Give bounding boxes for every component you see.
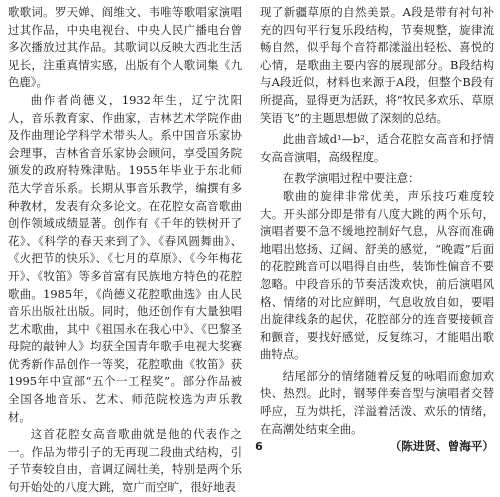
range-paragraph: 此曲音域d¹—b²，适合花腔女高音和抒情女高音演唱，高级程度。 [260,132,494,164]
work-analysis-paragraph: 这首花腔女高音歌曲就是他的代表作之一。作品为带引子的无再现二段曲式结构，引子节奏较自由，音调辽阔壮美，特别是两个乐句开始处的八度大跳，宽广而空旷，很好地表 [8,427,242,495]
left-column [8,4,242,497]
author-signature: （陈进贤、曾海平） [389,439,494,454]
teaching-notes-paragraph: 歌曲的旋律非常优美，声乐技巧难度较大。开头部分即是带有八度大跳的两个乐句，演唱者要不急不缓地控制好气息，从容而准确地唱出悠扬、辽阔、舒美的感觉，“晚霞”后面的花腔跳音可以唱得自由些，装饰性偏音不要忽略。中段音乐的节奏活泼欢快，前后演唱风格、情绪的对比应鲜明，气息收放自如，要唱出旋律线条的起伏，花腔部分的连音要接顿音和颤音，要找好感觉，反复练习，才能唱出歌曲特点。 [260,188,494,362]
structure-paragraph: 现了新疆草原的自然美景。A段是带有衬句补充的四句平行复乐段结构，节奏规整，旋律流畅自然，似乎每个音符都漾溢出轻松、喜悦的心情，是歌曲主要内容的展现部分。B段结构与A段近似，材料也来源于A段，但整个B段有所提高，显得更为活跃，将“牧民多欢乐、草原笑语飞”的主题思想做了深刻的总结。 [260,5,494,125]
page-number: 6 [255,440,263,453]
teaching-intro-paragraph: 在教学演唱过程中要注意： [282,171,420,186]
ending-paragraph: 结尾部分的情绪随着反复的咏唱而愈加欢快、热烈。此时，钢琴伴奏音型与演唱者交替呼应，互为烘托，洋溢着活泼、欢乐的情绪，在高潮处结束全曲。 [260,368,494,436]
lyricist-bio-paragraph: 歌歌词。罗天婵、阎维文、韦唯等歌唱家演唱过其作品，中央电视台、中央人民广播电台曾多次播放过其作品。其歌词以反映大西北生活见长，注重真情实感，出版有个人歌词集《九色鹿》。 [8,5,242,90]
composer-bio-paragraph: 曲作者尚德义，1932年生，辽宁沈阳人，音乐教育家、作曲家，吉林艺术学院作曲及作曲理论学科学术带头人。系中国音乐家协会理事，吉林省音乐家协会顾问，享受国务院颁发的政府特殊津贴。1955年毕业于东北师范大学音乐系。长期从事音乐教学，编撰有多种教材，发表有众多论文。在花腔女高音歌曲创作领域成绩显著。创作有《千年的铁树开了花》、《科学的春天来到了》、《春风圆舞曲》、《火把节的快乐》、《七月的草原》、《今年梅花开》、《牧笛》等多首富有民族地方特色的花腔歌曲。1985年，《尚德义花腔歌曲选》由人民音乐出版社出版。同时，他还创作有大量独唱艺术歌曲，其中《祖国永在我心中》、《巴黎圣母院的敲钟人》均获全国青年歌手电视大奖赛优秀新作品创作一等奖，花腔歌曲《牧笛》获1995年中宣部“五个一工程奖”。部分作品被全国各地音乐、艺术、师范院校选为声乐教材。 [8,92,242,424]
document-page [8,4,494,495]
right-column [260,4,494,456]
